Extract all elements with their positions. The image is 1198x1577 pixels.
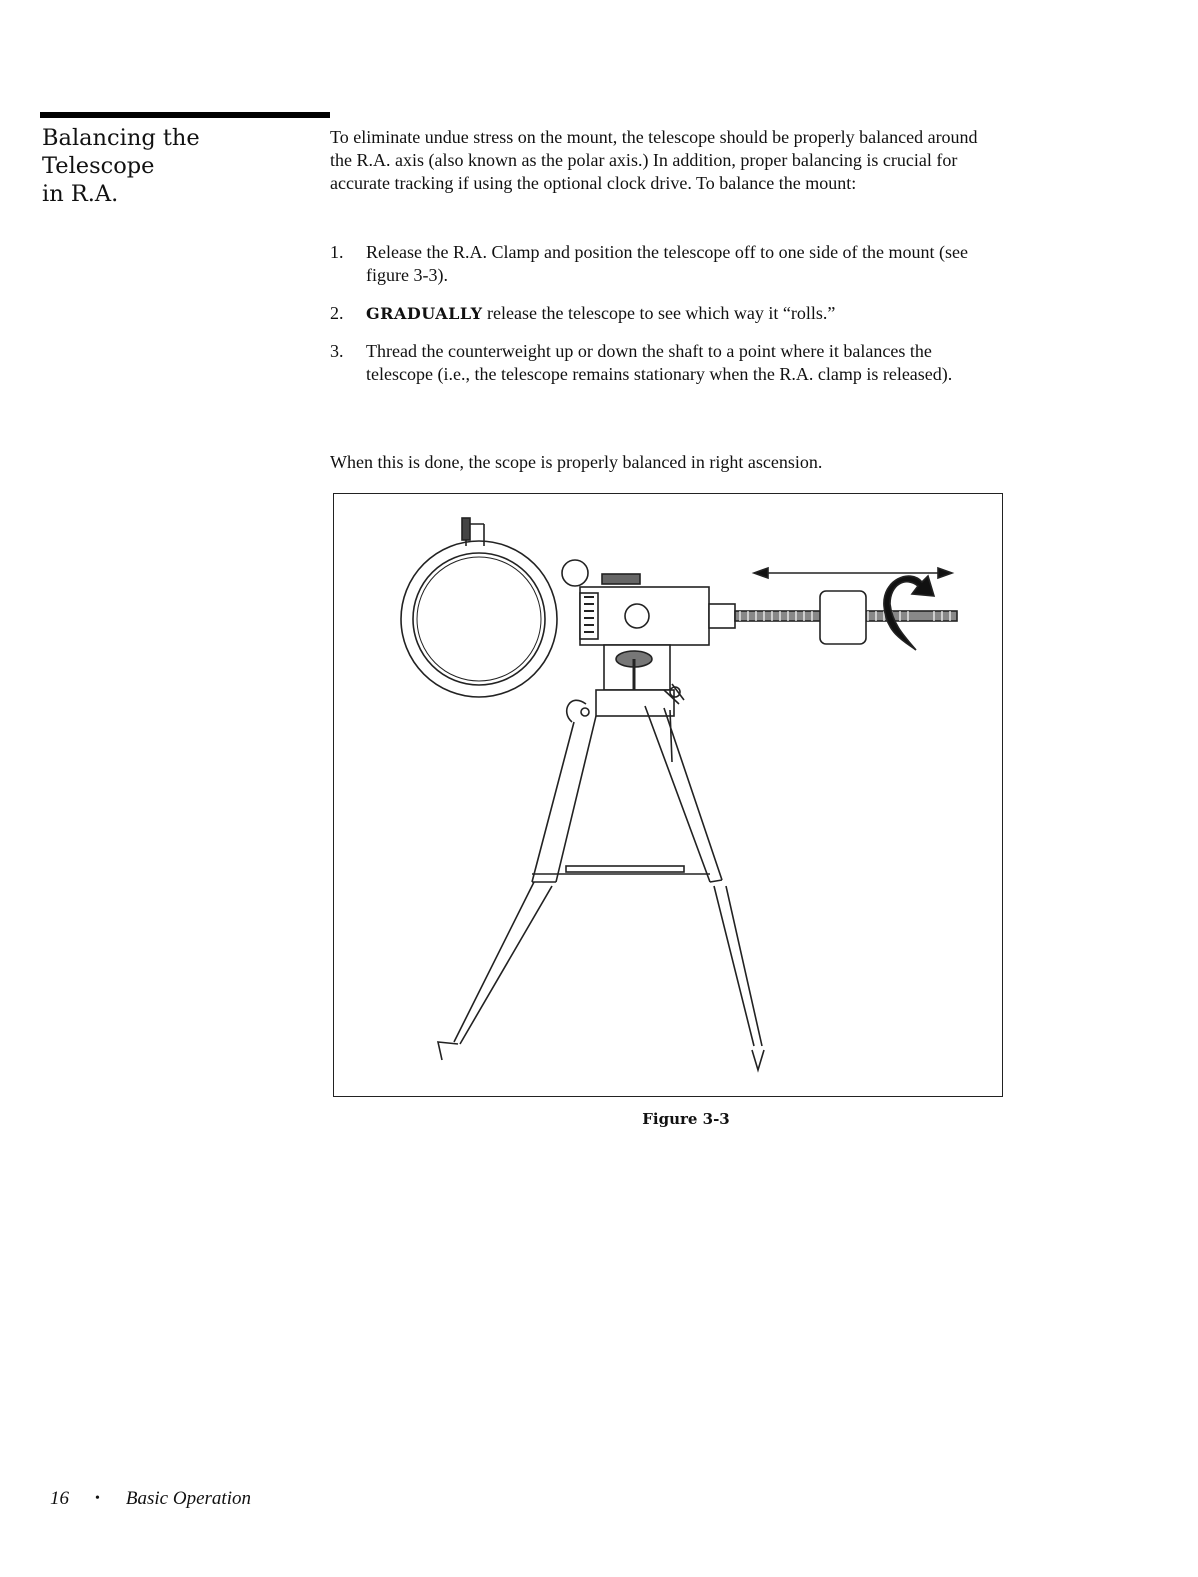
counterweight <box>820 591 866 644</box>
step-1 <box>330 241 990 287</box>
section-title <box>42 124 317 208</box>
step-number: 3. <box>330 341 344 361</box>
page-footer <box>50 1488 251 1510</box>
step-text: release the telescope to see which way it “rolls.” <box>482 303 836 323</box>
section-title-line-2: in R.A. <box>42 181 119 207</box>
tripod <box>438 700 764 1070</box>
movement-arrow <box>754 568 952 578</box>
section-title-line-1: Balancing the Telescope <box>42 125 200 179</box>
step-number: 1. <box>330 242 344 262</box>
steps-list <box>330 241 990 401</box>
figure-caption: Figure 3-3 <box>642 1110 730 1128</box>
step-2 <box>330 302 990 325</box>
page-number: 16 <box>50 1488 69 1509</box>
footer-section-name: Basic Operation <box>125 1488 251 1509</box>
conclusion-paragraph: When this is done, the scope is properly balanced in right ascension. <box>330 452 823 472</box>
step-text: Release the R.A. Clamp and position the telescope off to one side of the mount (see figure 3-3). <box>366 242 969 285</box>
step-number: 2. <box>330 303 344 323</box>
step-emphasis: GRADUALLY <box>366 304 483 323</box>
step-3 <box>330 340 990 386</box>
mount-head <box>596 645 684 716</box>
footer-bullet: • <box>95 1491 100 1506</box>
dec-housing <box>562 560 735 645</box>
figure-frame <box>333 493 1003 1097</box>
tube-ring <box>401 518 557 697</box>
section-rule <box>40 112 330 118</box>
telescope-mount-illustration <box>334 494 1004 1098</box>
step-text: Thread the counterweight up or down the shaft to a point where it balances the telescope (i.e., the telescope remains stationary when the R.A. clamp is released). <box>366 341 953 384</box>
intro-paragraph: To eliminate undue stress on the mount, the telescope should be properly balanced around the R.A. axis (also known as the polar axis.) In addition, proper balancing is crucial for accurate tracking if using the optional clock drive. To balance the mount: <box>330 127 978 193</box>
